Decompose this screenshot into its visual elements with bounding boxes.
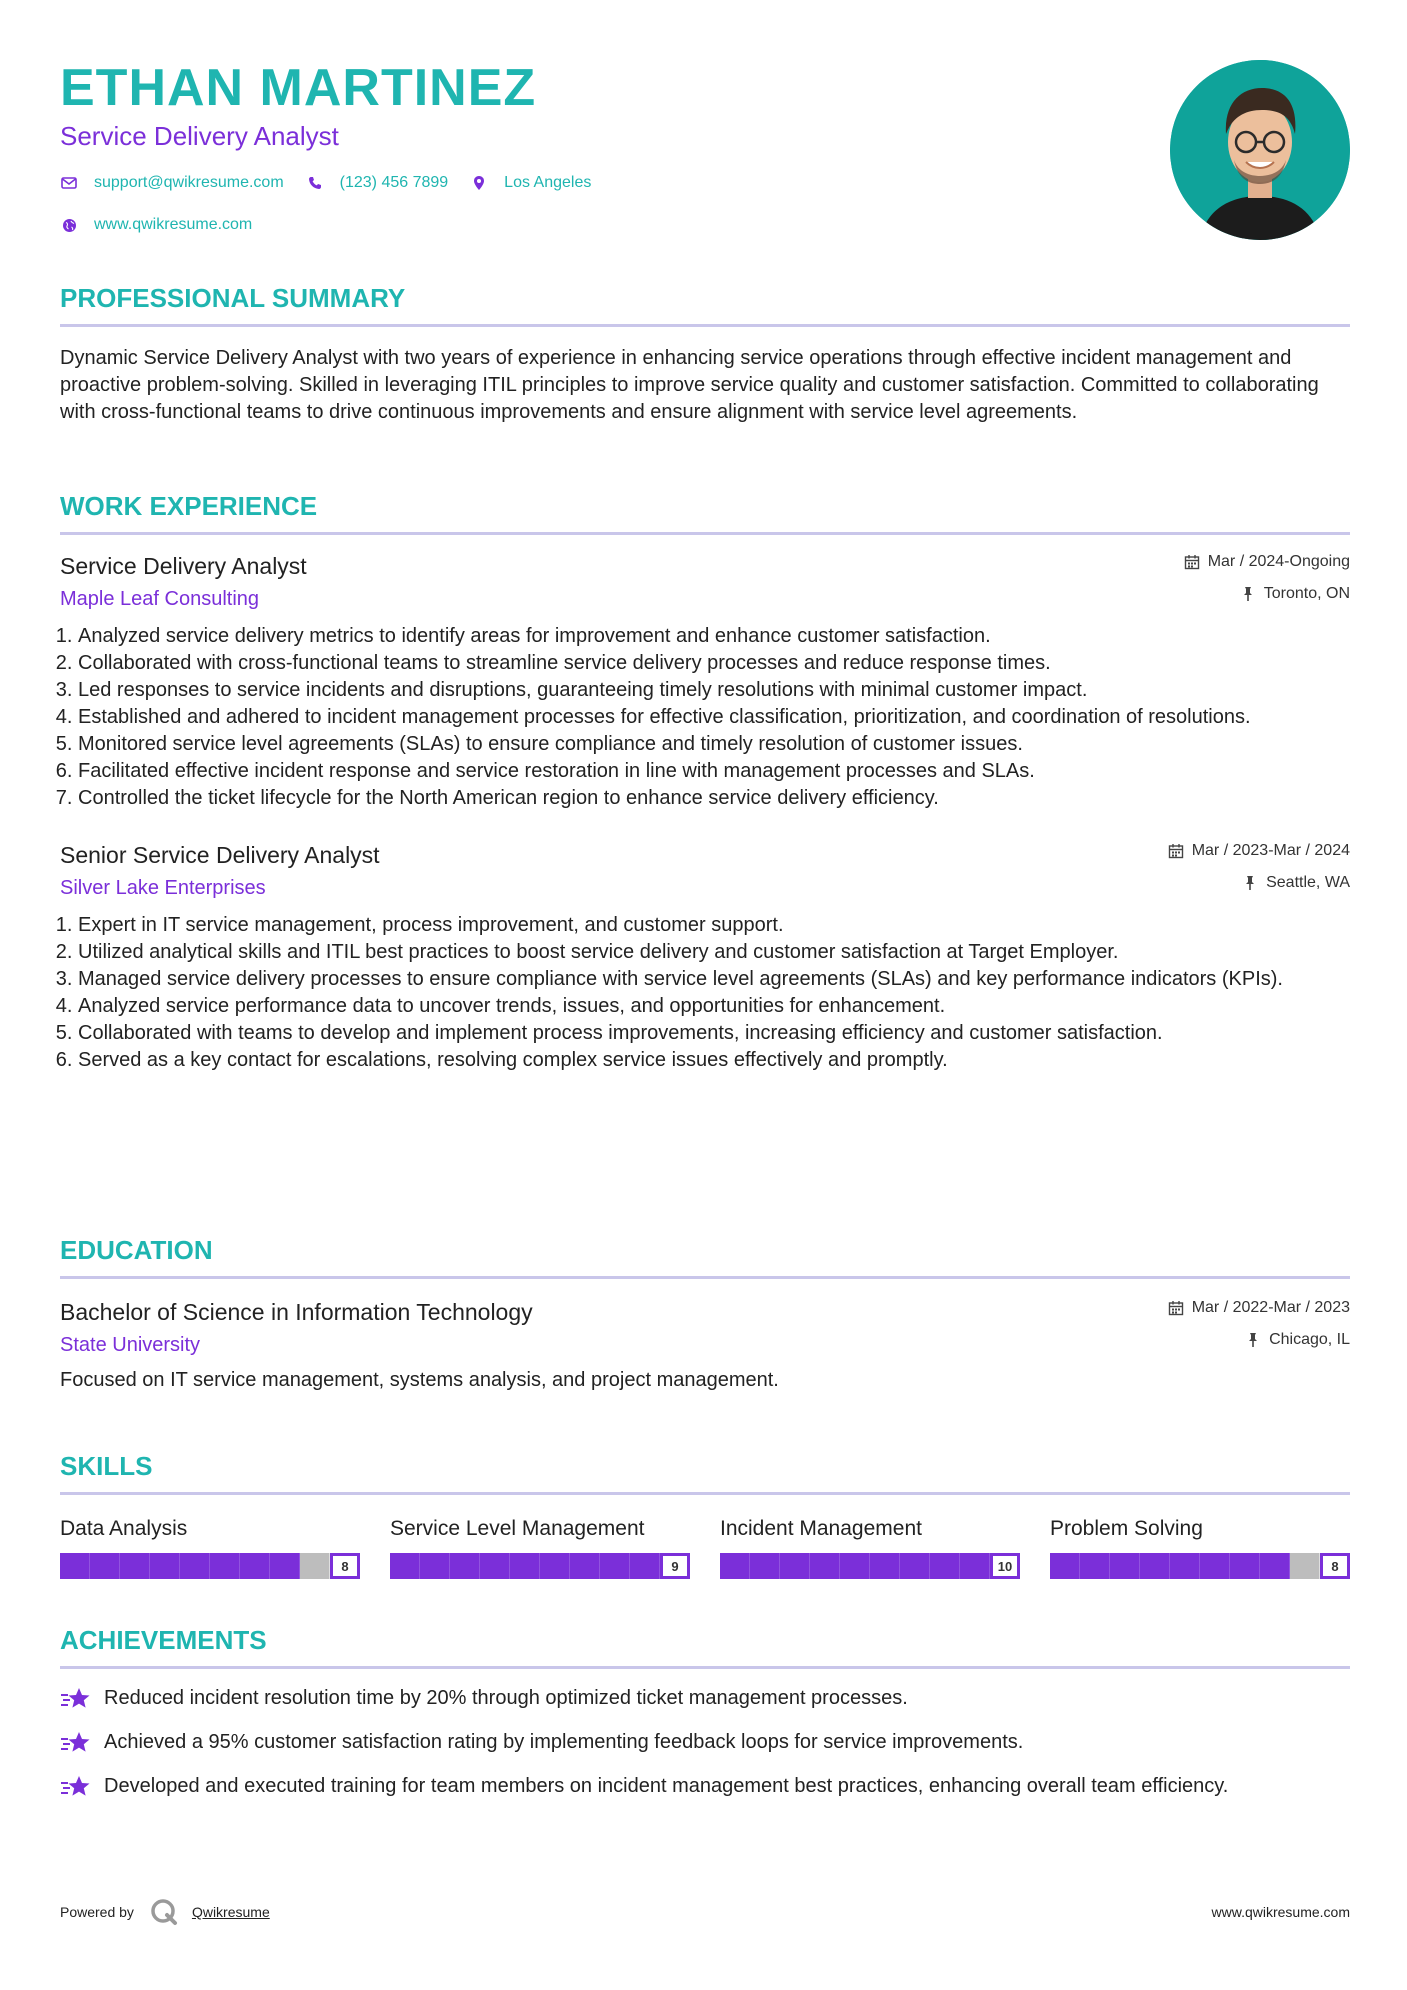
job-meta <box>1184 551 1350 605</box>
shooting-star-icon <box>60 1773 92 1801</box>
achievement-item <box>60 1773 1350 1801</box>
education-location <box>1168 1329 1350 1351</box>
achievements-title: ACHIEVEMENTS <box>60 1625 267 1655</box>
phone-icon <box>306 174 324 192</box>
education-entry <box>60 1297 1350 1394</box>
skill-bar-segment <box>120 1553 150 1579</box>
skill-bar-segment <box>870 1553 900 1579</box>
job-location <box>1184 583 1350 605</box>
skill-name: Problem Solving <box>1050 1517 1203 1540</box>
education-title: EDUCATION <box>60 1235 213 1265</box>
location-pin-icon <box>470 174 488 192</box>
envelope-icon <box>60 174 78 192</box>
education-description: Focused on IT service management, systems analysis, and project management. <box>60 1369 779 1391</box>
brand-link[interactable]: Qwikresume <box>191 1904 270 1920</box>
skill-bar-segment <box>60 1553 90 1579</box>
summary-text: Dynamic Service Delivery Analyst with two years of experience in enhancing service operations through effective incident management and proactive problem-solving. Skilled in leveraging ITIL principles to improve service quality and customer satisfaction. Committed to collaborating with cross-functional teams to drive continuous improvements and ensure alignment with service level agreements. <box>60 347 1319 423</box>
skill-name: Incident Management <box>720 1517 922 1540</box>
achievements-section <box>60 1624 1350 1801</box>
skill-bar-segment <box>90 1553 120 1579</box>
calendar-icon <box>1184 554 1200 570</box>
list-item: 2. Utilized analytical skills and ITIL best practices to boost service delivery and customer satisfaction at Target Employer. <box>78 939 1350 966</box>
skill-bar-segment <box>1050 1553 1080 1579</box>
globe-icon <box>60 216 78 234</box>
list-item: 4. Analyzed service performance data to uncover trends, issues, and opportunities for enhancement. <box>78 993 1350 1020</box>
education-dates <box>1168 1297 1350 1319</box>
skill-level-badge: 8 <box>1320 1553 1350 1579</box>
summary-section <box>60 282 1350 426</box>
experience-title: WORK EXPERIENCE <box>60 491 318 521</box>
skill-item <box>1050 1515 1350 1579</box>
section-divider <box>60 1276 1350 1279</box>
skill-bar <box>60 1553 360 1579</box>
skill-bar-segment <box>210 1553 240 1579</box>
footer-website[interactable]: www.qwikresume.com <box>1211 1904 1350 1920</box>
job-bullets <box>60 912 1350 1074</box>
skill-bar-segment <box>240 1553 270 1579</box>
candidate-name: ETHAN MARTINEZ <box>60 59 537 117</box>
skill-bar-segment <box>960 1553 990 1579</box>
skill-bar-segment <box>180 1553 210 1579</box>
job-bullets <box>60 623 1350 812</box>
contact-website[interactable] <box>60 216 252 234</box>
skill-bar-segment <box>300 1553 330 1579</box>
skill-bar <box>1050 1553 1350 1579</box>
powered-by <box>60 1898 270 1926</box>
list-item: 1. Expert in IT service management, process improvement, and customer support. <box>78 912 1350 939</box>
skill-name: Data Analysis <box>60 1517 188 1540</box>
calendar-icon <box>1168 843 1184 859</box>
pushpin-icon <box>1240 586 1256 602</box>
skill-bar-segment <box>1170 1553 1200 1579</box>
school: State University <box>60 1334 201 1356</box>
section-divider <box>60 324 1350 327</box>
job-company: Silver Lake Enterprises <box>60 877 266 899</box>
section-divider <box>60 1666 1350 1669</box>
skill-bar-segment <box>1200 1553 1230 1579</box>
skill-bar-segment <box>1140 1553 1170 1579</box>
skill-level-badge: 8 <box>330 1553 360 1579</box>
contact-email[interactable] <box>60 174 284 192</box>
skill-bar-segment <box>570 1553 600 1579</box>
section-divider <box>60 1492 1350 1495</box>
skills-section <box>60 1450 1350 1579</box>
achievement-text: Achieved a 95% customer satisfaction rating by implementing feedback loops for service improvements. <box>104 1731 1024 1753</box>
list-item: 3. Led responses to service incidents and disruptions, guaranteeing timely resolutions with minimal customer impact. <box>78 677 1350 704</box>
list-item: 5. Collaborated with teams to develop and implement process improvements, increasing efficiency and customer satisfaction. <box>78 1020 1350 1047</box>
qwikresume-logo-icon <box>150 1898 178 1926</box>
skill-bar-segment <box>480 1553 510 1579</box>
skill-bar-segment <box>900 1553 930 1579</box>
location-text: Los Angeles <box>504 174 592 191</box>
skill-bar-segment <box>600 1553 630 1579</box>
pushpin-icon <box>1245 1332 1261 1348</box>
list-item: 6. Served as a key contact for escalations, resolving complex service issues effectively and promptly. <box>78 1047 1350 1074</box>
list-item: 6. Facilitated effective incident response and service restoration in line with management processes and SLAs. <box>78 758 1350 785</box>
list-item: 5. Monitored service level agreements (SLAs) to ensure compliance and timely resolution of customer issues. <box>78 731 1350 758</box>
degree: Bachelor of Science in Information Technology <box>60 1299 533 1325</box>
phone-text: (123) 456 7899 <box>339 174 449 191</box>
skill-bar-segment <box>270 1553 300 1579</box>
skill-bar-segment <box>1080 1553 1110 1579</box>
skill-item <box>390 1515 690 1579</box>
education-section <box>60 1234 1350 1394</box>
achievement-item <box>60 1729 1350 1757</box>
skill-bar-segment <box>390 1553 420 1579</box>
section-divider <box>60 532 1350 535</box>
skill-bar <box>390 1553 690 1579</box>
contact-row <box>60 174 1350 192</box>
job-company: Maple Leaf Consulting <box>60 588 260 610</box>
education-dates-text: Mar / 2022-Mar / 2023 <box>1191 1299 1350 1316</box>
skill-bar-segment <box>450 1553 480 1579</box>
calendar-icon <box>1168 1300 1184 1316</box>
skill-bar-segment <box>630 1553 660 1579</box>
skills-row <box>60 1515 1350 1579</box>
job-dates-text: Mar / 2023-Mar / 2024 <box>1191 842 1350 859</box>
email-text: support@qwikresume.com <box>94 174 284 191</box>
job-location <box>1168 872 1350 894</box>
job-entry <box>60 551 1350 812</box>
list-item: 4. Established and adhered to incident management processes for effective classification, prioritization, and coordination of resolutions. <box>78 704 1350 731</box>
skill-item <box>60 1515 360 1579</box>
skill-level-badge: 9 <box>660 1553 690 1579</box>
skill-bar-segment <box>720 1553 750 1579</box>
job-entry <box>60 840 1350 1074</box>
skill-bar-segment <box>1110 1553 1140 1579</box>
candidate-role: Service Delivery Analyst <box>60 121 339 151</box>
skill-item <box>720 1515 1020 1579</box>
shooting-star-icon <box>60 1729 92 1757</box>
list-item: 2. Collaborated with cross-functional teams to streamline service delivery processes and reduce response times. <box>78 650 1350 677</box>
skill-bar-segment <box>1230 1553 1260 1579</box>
achievement-item <box>60 1685 1350 1713</box>
contact-row-2 <box>60 216 1350 234</box>
powered-by-label: Powered by <box>60 1904 134 1920</box>
summary-title: PROFESSIONAL SUMMARY <box>60 283 406 313</box>
skills-title: SKILLS <box>60 1451 153 1481</box>
skill-bar <box>720 1553 1020 1579</box>
job-title: Senior Service Delivery Analyst <box>60 842 380 868</box>
skill-bar-segment <box>810 1553 840 1579</box>
list-item: 3. Managed service delivery processes to ensure compliance with service level agreements (SLAs) and key performance indicators (KPIs). <box>78 966 1350 993</box>
education-location-text: Chicago, IL <box>1269 1331 1350 1348</box>
job-title: Service Delivery Analyst <box>60 553 307 579</box>
job-location-text: Seattle, WA <box>1266 874 1350 891</box>
job-dates <box>1184 551 1350 573</box>
header <box>60 58 1350 248</box>
experience-section <box>60 490 1350 1074</box>
job-dates-text: Mar / 2024-Ongoing <box>1207 553 1350 570</box>
footer <box>60 1898 1350 1926</box>
contact-phone[interactable] <box>306 174 449 192</box>
skill-bar-segment <box>1290 1553 1320 1579</box>
skill-bar-segment <box>1260 1553 1290 1579</box>
profile-photo <box>1170 60 1350 240</box>
list-item: 1. Analyzed service delivery metrics to identify areas for improvement and enhance customer satisfaction. <box>78 623 1350 650</box>
achievement-text: Developed and executed training for team members on incident management best practices, enhancing overall team efficiency. <box>104 1775 1229 1797</box>
list-item: 7. Controlled the ticket lifecycle for the North American region to enhance service delivery efficiency. <box>78 785 1350 812</box>
achievement-text: Reduced incident resolution time by 20% through optimized ticket management processes. <box>104 1687 908 1709</box>
skill-bar-segment <box>150 1553 180 1579</box>
skill-bar-segment <box>750 1553 780 1579</box>
contact-location <box>470 174 591 192</box>
skill-name: Service Level Management <box>390 1517 645 1540</box>
education-meta <box>1168 1297 1350 1351</box>
skill-bar-segment <box>510 1553 540 1579</box>
shooting-star-icon <box>60 1685 92 1713</box>
job-meta <box>1168 840 1350 894</box>
pushpin-icon <box>1242 875 1258 891</box>
job-location-text: Toronto, ON <box>1263 585 1350 602</box>
skill-bar-segment <box>420 1553 450 1579</box>
skill-bar-segment <box>780 1553 810 1579</box>
skill-bar-segment <box>540 1553 570 1579</box>
skill-level-badge: 10 <box>990 1553 1020 1579</box>
job-dates <box>1168 840 1350 862</box>
skill-bar-segment <box>840 1553 870 1579</box>
skill-bar-segment <box>930 1553 960 1579</box>
website-text: www.qwikresume.com <box>94 216 253 233</box>
